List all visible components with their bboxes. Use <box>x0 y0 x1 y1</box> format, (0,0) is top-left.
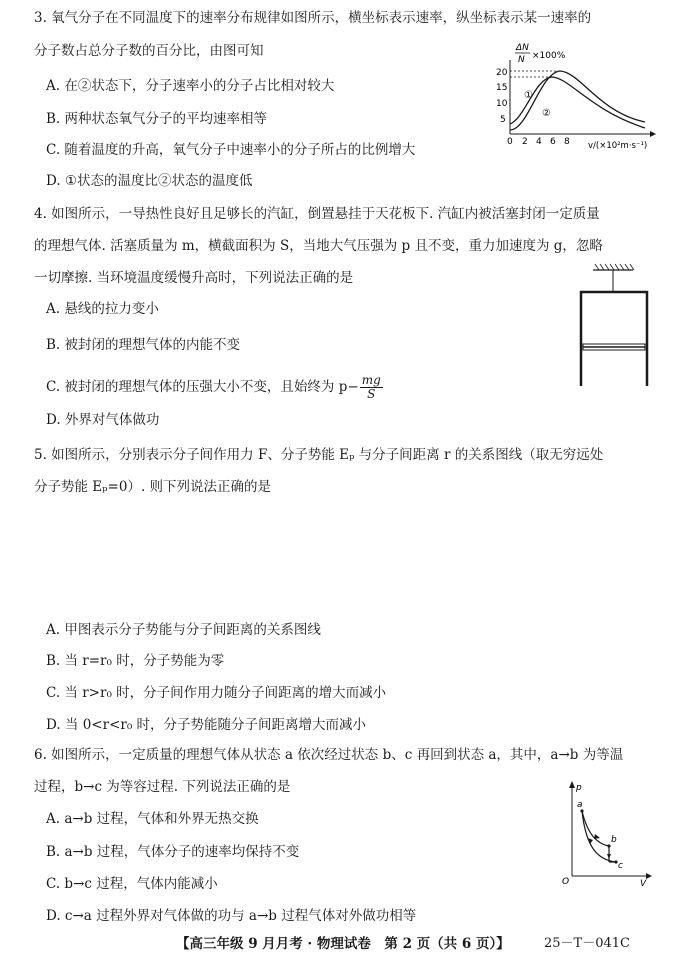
q6-option-b: B. a→b 过程，气体分子的速率均保持不变 <box>46 844 300 860</box>
q3-ylabel-top: ΔN <box>516 43 529 53</box>
exam-code: 25－T－041C <box>544 936 630 951</box>
q4-fraction-denominator: S <box>367 387 376 401</box>
q3-ytick-15: 15 <box>496 83 508 93</box>
q6-axis-p: p <box>576 783 582 793</box>
q6-point-c: c <box>618 861 623 871</box>
q6-origin: O <box>562 877 570 887</box>
q3-xtick-6: 6 <box>550 137 556 147</box>
q4-cylinder-figure <box>575 262 655 392</box>
q6-option-a: A. a→b 过程，气体和外界无热交换 <box>46 811 259 827</box>
q5-stem-line1: 5. 如图所示，分别表示分子间作用力 F、分子势能 Eₚ 与分子间距离 r 的关系图线（取无穷远处 <box>34 447 604 463</box>
q5-stem-line2: 分子势能 Eₚ=0）. 则下列说法正确的是 <box>34 479 272 495</box>
q6-option-c: C. b→c 过程，气体内能减小 <box>46 876 218 892</box>
q5-option-b: B. 当 r=r₀ 时，分子势能为零 <box>46 653 225 669</box>
page-footer: 【高三年级 9 月月考 · 物理试卷 第 2 页（共 6 页）】 <box>176 936 510 952</box>
q3-xtick-0: 0 <box>507 137 513 147</box>
q3-xtick-8: 8 <box>564 137 570 147</box>
q5-option-c: C. 当 r>r₀ 时，分子间作用力随分子间距离的增大而减小 <box>46 685 387 701</box>
q4-option-c <box>46 374 383 401</box>
q4-option-d: D. 外界对气体做功 <box>46 412 160 428</box>
q3-ylabel-suffix: ×100% <box>532 51 566 61</box>
q6-stem-line2: 过程，b→c 为等容过程. 下列说法正确的是 <box>34 779 291 795</box>
q6-option-d: D. c→a 过程外界对气体做的功与 a→b 过程气体对外做功相等 <box>46 908 417 924</box>
q4-stem-line3: 一切摩擦. 当环境温度缓慢升高时，下列说法正确的是 <box>34 270 354 286</box>
q4-option-b: B. 被封闭的理想气体的内能不变 <box>46 337 241 353</box>
q6-stem-line1: 6. 如图所示，一定质量的理想气体从状态 a 依次经过状态 b、c 再回到状态 a，其中，a→b 为等温 <box>34 747 624 763</box>
q3-stem-line1: 3. 氧气分子在不同温度下的速率分布规律如图所示，横坐标表示速率，纵坐标表示某一速率的 <box>34 10 592 26</box>
q3-ytick-10: 10 <box>496 99 508 109</box>
q3-option-c: C. 随着温度的升高，氧气分子中速率小的分子所占的比例增大 <box>46 142 416 158</box>
q3-speed-distribution-figure <box>490 38 660 158</box>
q4-stem-line1: 4. 如图所示，一导热性良好且足够长的汽缸，倒置悬挂于天花板下. 汽缸内被活塞封闭一定质量 <box>34 206 600 222</box>
q4-option-c-fraction <box>360 374 383 401</box>
q3-xtick-4: 4 <box>536 137 542 147</box>
q3-xlabel: v/(×10²m·s⁻¹) <box>588 141 648 151</box>
q6-pv-diagram <box>560 778 655 888</box>
q6-axis-v: V <box>640 879 647 888</box>
q4-option-c-text: C. 被封闭的理想气体的压强大小不变，且始终为 p− <box>46 379 359 395</box>
q3-option-d: D. ①状态的温度比②状态的温度低 <box>46 173 253 189</box>
q4-fraction-numerator: mg <box>361 373 381 387</box>
q3-xtick-2: 2 <box>522 137 528 147</box>
q4-option-a: A. 悬线的拉力变小 <box>46 301 159 317</box>
q3-option-b: B. 两种状态氧气分子的平均速率相等 <box>46 111 268 127</box>
q3-stem-line2: 分子数占总分子数的百分比，由图可知 <box>34 43 264 59</box>
q6-point-b: b <box>611 835 617 845</box>
q6-point-a: a <box>577 800 583 810</box>
q5-option-a: A. 甲图表示分子势能与分子间距离的关系图线 <box>46 622 321 638</box>
q3-ytick-20: 20 <box>496 68 508 78</box>
q3-ylabel-bottom: N <box>518 55 525 65</box>
q3-option-a: A. 在②状态下，分子速率小的分子占比相对较大 <box>46 78 335 94</box>
q3-curve2-label: ② <box>542 108 551 119</box>
q3-curve1-label: ① <box>524 90 533 101</box>
q5-option-d: D. 当 0<r<r₀ 时，分子势能随分子间距离增大而减小 <box>46 717 367 733</box>
q4-stem-line2: 的理想气体. 活塞质量为 m，横截面积为 S，当地大气压强为 p 且不变，重力加速度为 g，忽略 <box>34 238 603 254</box>
q3-ytick-5: 5 <box>500 115 506 125</box>
